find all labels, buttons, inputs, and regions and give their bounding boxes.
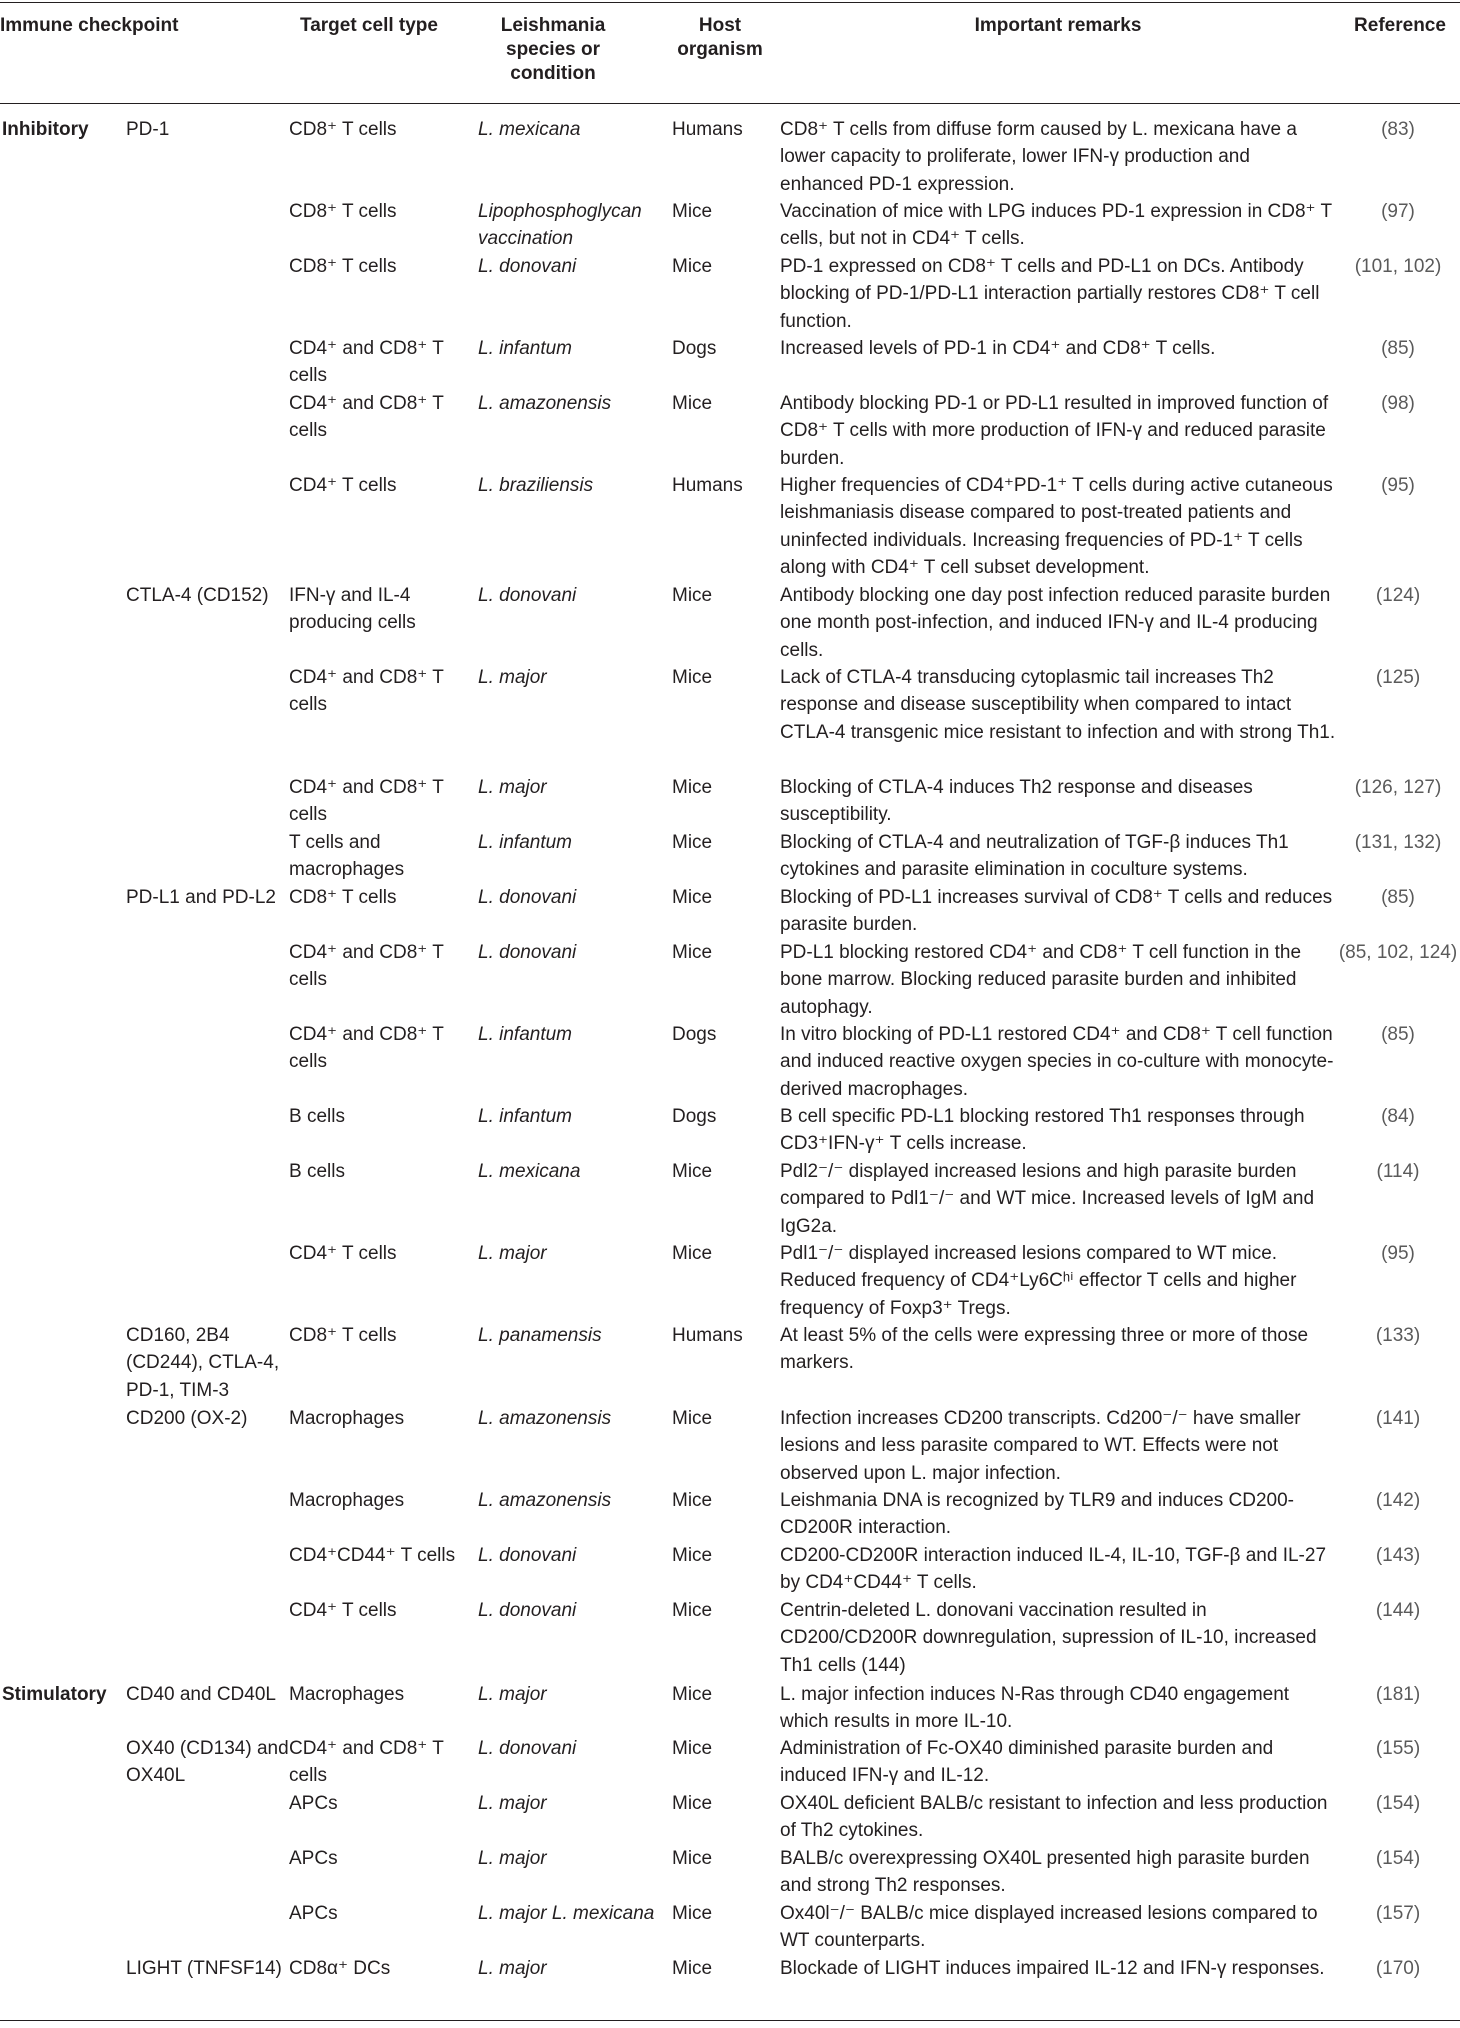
row-reference: (97) (1381, 201, 1415, 222)
row-species: L. donovani (478, 585, 577, 606)
row-species: L. major L. mexicana (478, 1903, 655, 1924)
row-target-cell: B cells (289, 1106, 345, 1127)
row-reference: (157) (1375, 1903, 1421, 1924)
row-target-cell: APCs (289, 1848, 338, 1869)
row-species: L. mexicana (478, 1161, 581, 1182)
row-host: Mice (672, 1161, 713, 1182)
row-remarks: Centrin-deleted L. donovani vaccination resulted in CD200/CD200R downregulation, supression of IL-10, increased Th1 cells (144) (780, 1600, 1317, 1676)
row-target-cell: CD4⁺ and CD8⁺ T cells (289, 393, 444, 442)
top-rule (0, 2, 1460, 3)
row-target-cell: T cells and macrophages (289, 832, 405, 881)
row-host: Mice (672, 1684, 713, 1705)
row-target-cell: CD8α⁺ DCs (289, 1958, 391, 1979)
row-species: L. major (478, 777, 547, 798)
row-reference: (85) (1381, 887, 1415, 908)
row-host: Dogs (672, 1106, 717, 1127)
row-reference: (84) (1381, 1106, 1415, 1127)
row-remarks: CD8⁺ T cells from diffuse form caused by L. mexicana have a lower capacity to proliferate, lower IFN-γ production and enhanced PD-1 expression. (780, 119, 1297, 195)
row-species: L. major (478, 1243, 547, 1264)
header-host: Host organism (677, 15, 763, 60)
row-reference: (142) (1375, 1490, 1421, 1511)
row-target-cell: CD4⁺ and CD8⁺ T cells (289, 1024, 444, 1073)
row-species: L. braziliensis (478, 475, 594, 496)
row-target-cell: CD4⁺ and CD8⁺ T cells (289, 338, 444, 387)
row-remarks: Higher frequencies of CD4⁺PD-1⁺ T cells during active cutaneous leishmaniasis disease compared to post-treated patients and uninfected individuals. Increasing frequencies of PD-1⁺ T cells along with CD4⁺ T cell subset development. (780, 475, 1333, 579)
row-remarks: CD200-CD200R interaction induced IL-4, IL-10, TGF-β and IL-27 by CD4⁺CD44⁺ T cells. (780, 1545, 1327, 1594)
row-remarks: L. major infection induces N-Ras through CD40 engagement which results in more IL-10. (780, 1684, 1290, 1733)
row-remarks: Infection increases CD200 transcripts. Cd200⁻/⁻ have smaller lesions and less parasite compared to WT. Effects were not observed upon L. major infection. (780, 1408, 1301, 1484)
row-host: Mice (672, 1958, 713, 1979)
header-rule (0, 103, 1460, 104)
row-target-cell: CD8⁺ T cells (289, 887, 397, 908)
row-host: Mice (672, 1903, 713, 1924)
row-remarks: Blocking of CTLA-4 induces Th2 response and diseases susceptibility. (780, 777, 1253, 826)
header-reference: Reference (1354, 15, 1446, 36)
row-target-cell: CD4⁺ and CD8⁺ T cells (289, 777, 444, 826)
row-host: Mice (672, 1243, 713, 1264)
row-group-label: Stimulatory (2, 1684, 107, 1705)
row-target-cell: Macrophages (289, 1684, 405, 1705)
row-host: Mice (672, 201, 713, 222)
row-target-cell: CD8⁺ T cells (289, 256, 397, 277)
row-host: Mice (672, 256, 713, 277)
row-species: Lipophosphoglycan vaccination (478, 201, 642, 250)
row-checkpoint: LIGHT (TNFSF14) (126, 1958, 282, 1979)
header-remarks: Important remarks (974, 15, 1142, 36)
row-species: L. donovani (478, 256, 577, 277)
row-reference: (125) (1375, 667, 1421, 688)
row-reference: (85) (1381, 338, 1415, 359)
header-checkpoint: Immune checkpoint (0, 15, 179, 36)
row-target-cell: CD4⁺ T cells (289, 475, 397, 496)
row-target-cell: CD4⁺ and CD8⁺ T cells (289, 942, 444, 991)
row-target-cell: B cells (289, 1161, 345, 1182)
row-species: L. major (478, 667, 547, 688)
row-remarks: OX40L deficient BALB/c resistant to infection and less production of Th2 cytokines. (780, 1793, 1328, 1842)
row-checkpoint: CD160, 2B4 (CD244), CTLA-4, PD-1, TIM-3 (126, 1325, 280, 1401)
row-species: L. donovani (478, 1600, 577, 1621)
row-species: L. amazonensis (478, 393, 612, 414)
row-remarks: Blocking of CTLA-4 and neutralization of TGF-β induces Th1 cytokines and parasite elimination in coculture systems. (780, 832, 1289, 881)
row-target-cell: IFN-γ and IL-4 producing cells (289, 585, 416, 634)
header-target: Target cell type (300, 15, 438, 36)
row-species: L. infantum (478, 338, 572, 359)
row-reference: (83) (1381, 119, 1415, 140)
row-host: Humans (672, 475, 743, 496)
row-target-cell: CD4⁺ T cells (289, 1243, 397, 1264)
row-remarks: B cell specific PD-L1 blocking restored Th1 responses through CD3⁺IFN-γ⁺ T cells increase. (780, 1106, 1305, 1155)
row-remarks: Vaccination of mice with LPG induces PD-1 expression in CD8⁺ T cells, but not in CD4⁺ T cells. (780, 201, 1332, 250)
row-remarks: PD-1 expressed on CD8⁺ T cells and PD-L1 on DCs. Antibody blocking of PD-1/PD-L1 interaction partially restores CD8⁺ T cell function. (780, 256, 1320, 332)
row-host: Mice (672, 1408, 713, 1429)
row-reference: (98) (1381, 393, 1415, 414)
row-remarks: BALB/c overexpressing OX40L presented high parasite burden and strong Th2 responses. (780, 1848, 1310, 1897)
row-host: Mice (672, 1490, 713, 1511)
row-reference: (181) (1375, 1684, 1421, 1705)
row-remarks: Pdl2⁻/⁻ displayed increased lesions and high parasite burden compared to Pdl1⁻/⁻ and WT mice. Increased levels of IgM and IgG2a. (780, 1161, 1315, 1237)
row-species: L. infantum (478, 832, 572, 853)
row-host: Dogs (672, 338, 717, 359)
row-target-cell: CD4⁺ and CD8⁺ T cells (289, 1738, 444, 1787)
row-reference: (124) (1375, 585, 1421, 606)
row-species: L. major (478, 1793, 547, 1814)
row-species: L. donovani (478, 887, 577, 908)
row-species: L. amazonensis (478, 1408, 612, 1429)
row-checkpoint: CD200 (OX-2) (126, 1408, 248, 1429)
row-remarks: In vitro blocking of PD-L1 restored CD4⁺ and CD8⁺ T cell function and induced reactive oxygen species in co-culture with monocyte-derived macrophages. (780, 1024, 1334, 1100)
row-checkpoint: PD-1 (126, 119, 170, 140)
row-reference: (170) (1375, 1958, 1421, 1979)
header-species: Leishmania species or condition (500, 15, 606, 84)
row-host: Mice (672, 585, 713, 606)
row-species: L. major (478, 1684, 547, 1705)
row-remarks: PD-L1 blocking restored CD4⁺ and CD8⁺ T cell function in the bone marrow. Blocking reduced parasite burden and inhibited autophagy. (780, 942, 1302, 1018)
row-remarks: Administration of Fc-OX40 diminished parasite burden and induced IFN-γ and IL-12. (780, 1738, 1274, 1787)
row-species: L. panamensis (478, 1325, 602, 1346)
row-checkpoint: PD-L1 and PD-L2 (126, 887, 276, 908)
row-remarks: Blockade of LIGHT induces impaired IL-12 and IFN-γ responses. (780, 1958, 1325, 1979)
row-reference: (126, 127) (1354, 777, 1442, 798)
row-target-cell: Macrophages (289, 1408, 405, 1429)
row-species: L. major (478, 1848, 547, 1869)
row-target-cell: CD8⁺ T cells (289, 119, 397, 140)
row-host: Mice (672, 887, 713, 908)
row-reference: (155) (1375, 1738, 1421, 1759)
row-species: L. infantum (478, 1106, 572, 1127)
row-group-label: Inhibitory (2, 119, 89, 140)
row-target-cell: CD8⁺ T cells (289, 1325, 397, 1346)
row-remarks: Lack of CTLA-4 transducing cytoplasmic tail increases Th2 response and disease susceptibility when compared to intact CTLA-4 transgenic mice resistant to infection and with strong Th1. (780, 667, 1336, 743)
row-reference: (144) (1375, 1600, 1421, 1621)
bottom-rule (0, 2020, 1460, 2021)
row-species: L. donovani (478, 942, 577, 963)
row-host: Mice (672, 1848, 713, 1869)
row-reference: (85, 102, 124) (1338, 942, 1458, 963)
row-species: L. major (478, 1958, 547, 1979)
row-reference: (154) (1375, 1793, 1421, 1814)
row-target-cell: CD4⁺ and CD8⁺ T cells (289, 667, 444, 716)
row-remarks: Ox40l⁻/⁻ BALB/c mice displayed increased lesions compared to WT counterparts. (780, 1903, 1318, 1952)
row-host: Dogs (672, 1024, 717, 1045)
row-target-cell: CD4⁺CD44⁺ T cells (289, 1545, 456, 1566)
row-reference: (154) (1375, 1848, 1421, 1869)
row-remarks: Antibody blocking one day post infection reduced parasite burden one month post-infection, and induced IFN-γ and IL-4 producing cells. (780, 585, 1331, 661)
row-species: L. mexicana (478, 119, 581, 140)
row-reference: (131, 132) (1354, 832, 1442, 853)
row-remarks: Antibody blocking PD-1 or PD-L1 resulted in improved function of CD8⁺ T cells with more production of IFN-γ and reduced parasite burden. (780, 393, 1329, 469)
row-species: L. amazonensis (478, 1490, 612, 1511)
row-checkpoint: OX40 (CD134) and OX40L (126, 1738, 289, 1787)
row-reference: (133) (1375, 1325, 1421, 1346)
row-species: L. donovani (478, 1545, 577, 1566)
row-species: L. infantum (478, 1024, 572, 1045)
row-remarks: At least 5% of the cells were expressing three or more of those markers. (780, 1325, 1309, 1374)
row-target-cell: Macrophages (289, 1490, 405, 1511)
row-target-cell: CD8⁺ T cells (289, 201, 397, 222)
row-reference: (101, 102) (1354, 256, 1442, 277)
row-host: Humans (672, 1325, 743, 1346)
row-host: Mice (672, 1738, 713, 1759)
row-reference: (95) (1381, 475, 1415, 496)
row-host: Mice (672, 1545, 713, 1566)
row-remarks: Pdl1⁻/⁻ displayed increased lesions compared to WT mice. Reduced frequency of CD4⁺Ly6Cʰⁱ effector T cells and higher frequency of Foxp3⁺ Tregs. (780, 1243, 1297, 1319)
row-host: Mice (672, 777, 713, 798)
row-reference: (85) (1381, 1024, 1415, 1045)
row-remarks: Leishmania DNA is recognized by TLR9 and induces CD200-CD200R interaction. (780, 1490, 1294, 1539)
row-host: Mice (672, 1793, 713, 1814)
row-remarks: Blocking of PD-L1 increases survival of CD8⁺ T cells and reduces parasite burden. (780, 887, 1333, 936)
row-species: L. donovani (478, 1738, 577, 1759)
row-reference: (114) (1376, 1161, 1420, 1182)
row-target-cell: CD4⁺ T cells (289, 1600, 397, 1621)
row-target-cell: APCs (289, 1793, 338, 1814)
row-host: Mice (672, 942, 713, 963)
row-checkpoint: CD40 and CD40L (126, 1684, 276, 1705)
row-checkpoint: CTLA-4 (CD152) (126, 585, 269, 606)
row-host: Humans (672, 119, 743, 140)
row-target-cell: APCs (289, 1903, 338, 1924)
row-host: Mice (672, 1600, 713, 1621)
row-host: Mice (672, 832, 713, 853)
row-reference: (141) (1375, 1408, 1421, 1429)
row-remarks: Increased levels of PD-1 in CD4⁺ and CD8⁺ T cells. (780, 338, 1216, 359)
row-reference: (95) (1381, 1243, 1415, 1264)
row-host: Mice (672, 393, 713, 414)
row-host: Mice (672, 667, 713, 688)
row-reference: (143) (1375, 1545, 1421, 1566)
